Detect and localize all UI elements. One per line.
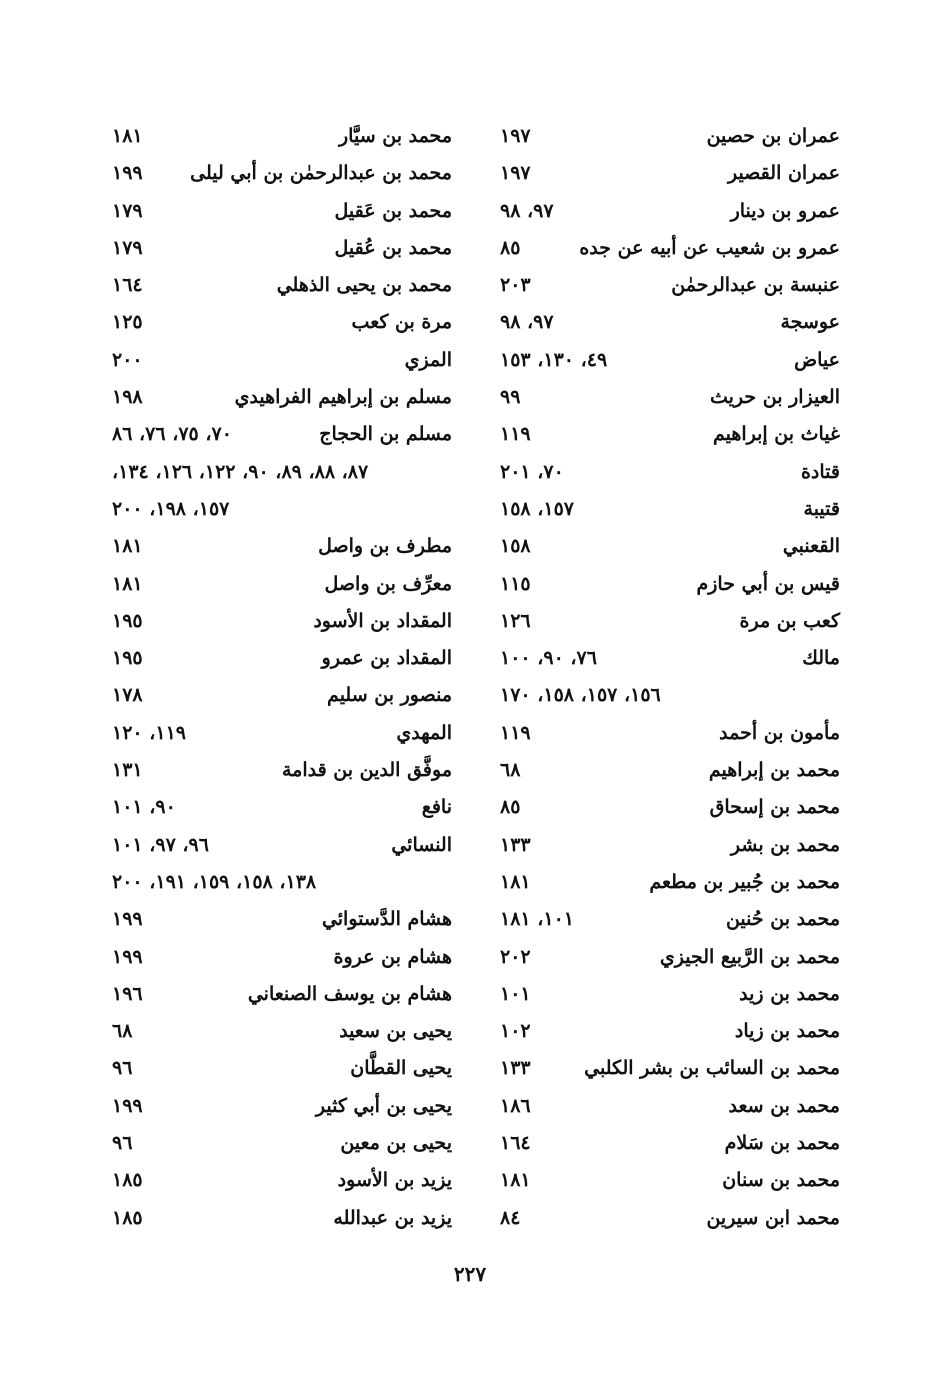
index-entry [500, 566, 840, 603]
entry-name: هشام بن عروة [333, 945, 452, 968]
entry-name: مرة بن كعب [351, 311, 452, 334]
entry-name: هشام بن يوسف الصنعاني [247, 982, 452, 1005]
index-entry [500, 267, 840, 304]
entry-pages: ٧٠، ٧٥، ٧٦، ٨٦ [112, 423, 232, 446]
entry-name: محمد بن يحيى الذهلي [276, 274, 452, 297]
index-entry [500, 491, 840, 528]
index-entry [112, 416, 452, 453]
index-entry [112, 1050, 452, 1087]
entry-name: المقداد بن عمرو [321, 647, 452, 670]
index-entry [500, 342, 840, 379]
index-entry [500, 1162, 840, 1199]
entry-pages: ١٥٨ [500, 535, 531, 558]
entry-name: محمد بن سنان [722, 1169, 840, 1192]
index-entry [500, 939, 840, 976]
entry-pages: ٩٩ [500, 386, 521, 409]
entry-pages: ١٩٦ [112, 982, 143, 1005]
entry-pages: ١٢٦ [500, 609, 531, 632]
entry-pages: ٩٦، ٩٧، ١٠١ [112, 833, 209, 856]
index-entry [112, 379, 452, 416]
index-entry [112, 155, 452, 192]
entry-pages: ١٨١ [112, 125, 143, 147]
entry-pages: ١٦٤ [112, 274, 143, 297]
entry-name: قتادة [800, 460, 840, 483]
index-entry [112, 827, 452, 864]
entry-pages: ٢٠٣ [500, 274, 531, 297]
entry-name: يحيى بن سعيد [339, 1020, 452, 1043]
entry-pages: ١٥٦، ١٥٧، ١٥٨، ١٧٠ [500, 684, 661, 707]
entry-pages: ١٨٥ [112, 1206, 143, 1229]
entry-name: كعب بن مرة [739, 609, 840, 632]
entry-name: يزيد بن الأسود [337, 1169, 452, 1192]
entry-pages: ١٩٩ [112, 162, 143, 185]
index-entry-continuation [112, 454, 452, 491]
entry-name: هشام الدَّستوائي [321, 908, 452, 931]
entry-name: معرِّف بن واصل [324, 572, 452, 595]
index-entry [500, 1088, 840, 1125]
entry-pages: ١٩٩ [112, 1094, 143, 1117]
index-entry [112, 901, 452, 938]
entry-pages: ١٥٧، ١٥٨ [500, 497, 574, 520]
entry-name: محمد بن سَلام [724, 1132, 840, 1155]
index-entry [112, 304, 452, 341]
entry-pages: ٨٧، ٨٨، ٨٩، ٩٠، ١٢٢، ١٢٦، ١٣٤، [112, 460, 369, 483]
index-entry [500, 304, 840, 341]
entry-name: المزي [404, 348, 452, 371]
entry-name: محمد بن إسحاق [709, 796, 840, 819]
entry-name: محمد بن سعد [728, 1094, 840, 1117]
entry-pages: ١٨٦ [500, 1094, 531, 1117]
entry-name: محمد بن الرَّبيع الجيزي [659, 945, 840, 968]
entry-name: محمد بن عَقيل [334, 199, 452, 222]
entry-name: موفَّق الدين بن قدامة [281, 759, 452, 782]
index-entry [112, 230, 452, 267]
entry-pages: ١٣٣ [500, 833, 531, 856]
entry-pages: ١٩٩ [112, 908, 143, 931]
entry-pages: ٩٦ [112, 1057, 133, 1080]
entry-pages: ١٩٧ [500, 162, 531, 185]
index-entry [112, 566, 452, 603]
index-entry [500, 901, 840, 938]
index-entry [112, 603, 452, 640]
index-entry [500, 416, 840, 453]
entry-pages: ٤٩، ١٣٠، ١٥٣ [500, 348, 608, 371]
entry-name: المهدي [396, 721, 452, 744]
entry-name: يحيى القطَّان [350, 1057, 452, 1080]
entry-name: منصور بن سليم [327, 684, 452, 707]
index-entry-continuation [112, 491, 452, 528]
page-number: ٢٢٧ [453, 1262, 487, 1286]
entry-pages: ١٣٨، ١٥٨، ١٥٩، ١٩١، ٢٠٠ [112, 870, 317, 893]
entry-pages: ٨٤ [500, 1206, 521, 1229]
entry-name: محمد بن عبدالرحمٰن بن أبي ليلى [190, 162, 452, 185]
index-entry-continuation [500, 677, 840, 714]
index-entry [500, 379, 840, 416]
entry-name: يحيى بن أبي كثير [315, 1094, 452, 1117]
entry-name: القعنبي [782, 535, 840, 558]
index-entry [112, 1088, 452, 1125]
entry-name: عمران بن حصين [706, 125, 840, 147]
entry-pages: ٦٨ [112, 1020, 133, 1043]
entry-pages: ١٧٩ [112, 199, 143, 222]
entry-pages: ١٨٥ [112, 1169, 143, 1192]
entry-pages: ٧٠، ٢٠١ [500, 460, 564, 483]
index-entry [500, 155, 840, 192]
index-entry [112, 267, 452, 304]
entry-name: عنبسة بن عبدالرحمٰن [671, 274, 840, 297]
entry-name: محمد بن زيد [739, 982, 840, 1005]
index-entry [500, 789, 840, 826]
entry-pages: ١١٩، ١٢٠ [112, 721, 186, 744]
entry-pages: ١٣٣ [500, 1057, 531, 1080]
entry-name: يزيد بن عبدالله [333, 1206, 452, 1229]
entry-name: مالك [802, 647, 840, 670]
index-entry [500, 864, 840, 901]
index-entry [500, 752, 840, 789]
entry-name: محمد بن زياد [734, 1020, 840, 1043]
entry-name: محمد بن جُبير بن مطعم [649, 870, 840, 893]
entry-pages: ٦٨ [500, 759, 521, 782]
entry-name: محمد بن السائب بن بشر الكلبي [584, 1057, 840, 1080]
index-entry [500, 715, 840, 752]
entry-pages: ١٠١ [500, 982, 531, 1005]
index-entry [500, 1125, 840, 1162]
entry-name: محمد بن إبراهيم [708, 759, 840, 782]
entry-pages: ١٩٧ [500, 125, 531, 147]
entry-name: نافع [421, 796, 452, 819]
index-entry [112, 342, 452, 379]
entry-pages: ١٩٨ [112, 386, 143, 409]
index-entry [112, 118, 452, 155]
index-entry [500, 976, 840, 1013]
index-entry [112, 1125, 452, 1162]
entry-pages: ١٠٢ [500, 1020, 531, 1043]
entry-name: مسلم بن الحجاج [319, 423, 452, 446]
entry-name: المقداد بن الأسود [313, 609, 452, 632]
index-entry [500, 454, 840, 491]
entry-name: مطرف بن واصل [318, 535, 452, 558]
entry-name: قيس بن أبي حازم [696, 572, 840, 595]
entry-name: عمرو بن شعيب عن أبيه عن جده [579, 236, 840, 259]
entry-pages: ٩٠، ١٠١ [112, 796, 176, 819]
index-entry [500, 827, 840, 864]
index-entry [112, 193, 452, 230]
index-entry [500, 1050, 840, 1087]
index-entry [500, 118, 840, 155]
entry-pages: ٩٧، ٩٨ [500, 311, 554, 334]
entry-pages: ١٧٨ [112, 684, 143, 707]
index-entry [112, 1200, 452, 1237]
entry-pages: ١١٩ [500, 423, 531, 446]
entry-pages: ١٠١، ١٨١ [500, 908, 574, 931]
index-entry [112, 1162, 452, 1199]
entry-name: عوسجة [780, 311, 840, 334]
index-entry [112, 528, 452, 565]
entry-name: عمران القصير [727, 162, 840, 185]
index-entry [500, 230, 840, 267]
index-entry [112, 939, 452, 976]
entry-pages: ١٣١ [112, 759, 143, 782]
entry-pages: ٩٧، ٩٨ [500, 199, 554, 222]
index-entry [112, 1013, 452, 1050]
entry-pages: ١٩٥ [112, 609, 143, 632]
index-entry-continuation [112, 864, 452, 901]
entry-pages: ١١٩ [500, 721, 531, 744]
entry-pages: ٧٦، ٩٠، ١٠٠ [500, 647, 597, 670]
entry-name: مسلم بن إبراهيم الفراهيدي [234, 386, 452, 409]
entry-name: العيزار بن حريث [709, 386, 840, 409]
entry-pages: ١١٥ [500, 572, 531, 595]
entry-name: عياض [794, 348, 840, 371]
entry-pages: ٩٦ [112, 1132, 133, 1155]
entry-pages: ٢٠٢ [500, 945, 531, 968]
entry-name: قتيبة [803, 497, 840, 520]
entry-pages: ١٨١ [112, 535, 143, 558]
index-entry [112, 789, 452, 826]
entry-pages: ١٨١ [112, 572, 143, 595]
entry-pages: ١٩٥ [112, 647, 143, 670]
entry-pages: ١٥٧، ١٩٨، ٢٠٠ [112, 497, 230, 520]
index-entry [500, 640, 840, 677]
entry-pages: ٢٠٠ [112, 348, 143, 371]
index-entry [500, 193, 840, 230]
index-entry [500, 603, 840, 640]
entry-pages: ١٩٩ [112, 945, 143, 968]
entry-name: محمد بن حُنين [725, 908, 840, 931]
index-entry [112, 640, 452, 677]
entry-name: يحيى بن معين [340, 1132, 452, 1155]
index-entry [112, 715, 452, 752]
entry-pages: ١٧٩ [112, 236, 143, 259]
entry-name: النسائي [391, 833, 452, 856]
index-entry [112, 752, 452, 789]
index-entry [500, 1200, 840, 1237]
entry-pages: ١٦٤ [500, 1132, 531, 1155]
entry-name: محمد بن سيَّار [339, 125, 452, 147]
entry-pages: ٨٥ [500, 796, 521, 819]
entry-pages: ١٨١ [500, 870, 531, 893]
entry-name: محمد بن بشر [730, 833, 840, 856]
entry-name: عمرو بن دينار [730, 199, 840, 222]
index-column-right [500, 118, 840, 1237]
index-entry [112, 976, 452, 1013]
index-entry [500, 528, 840, 565]
index-entry [112, 677, 452, 714]
entry-name: محمد بن عُقيل [334, 236, 452, 259]
index-column-left [112, 118, 452, 1237]
entry-name: محمد ابن سيرين [706, 1206, 840, 1229]
entry-pages: ٨٥ [500, 236, 521, 259]
entry-pages: ١٢٥ [112, 311, 143, 334]
entry-name: غياث بن إبراهيم [712, 423, 840, 446]
index-entry [500, 1013, 840, 1050]
entry-pages: ١٨١ [500, 1169, 531, 1192]
entry-name: مأمون بن أحمد [719, 721, 840, 744]
